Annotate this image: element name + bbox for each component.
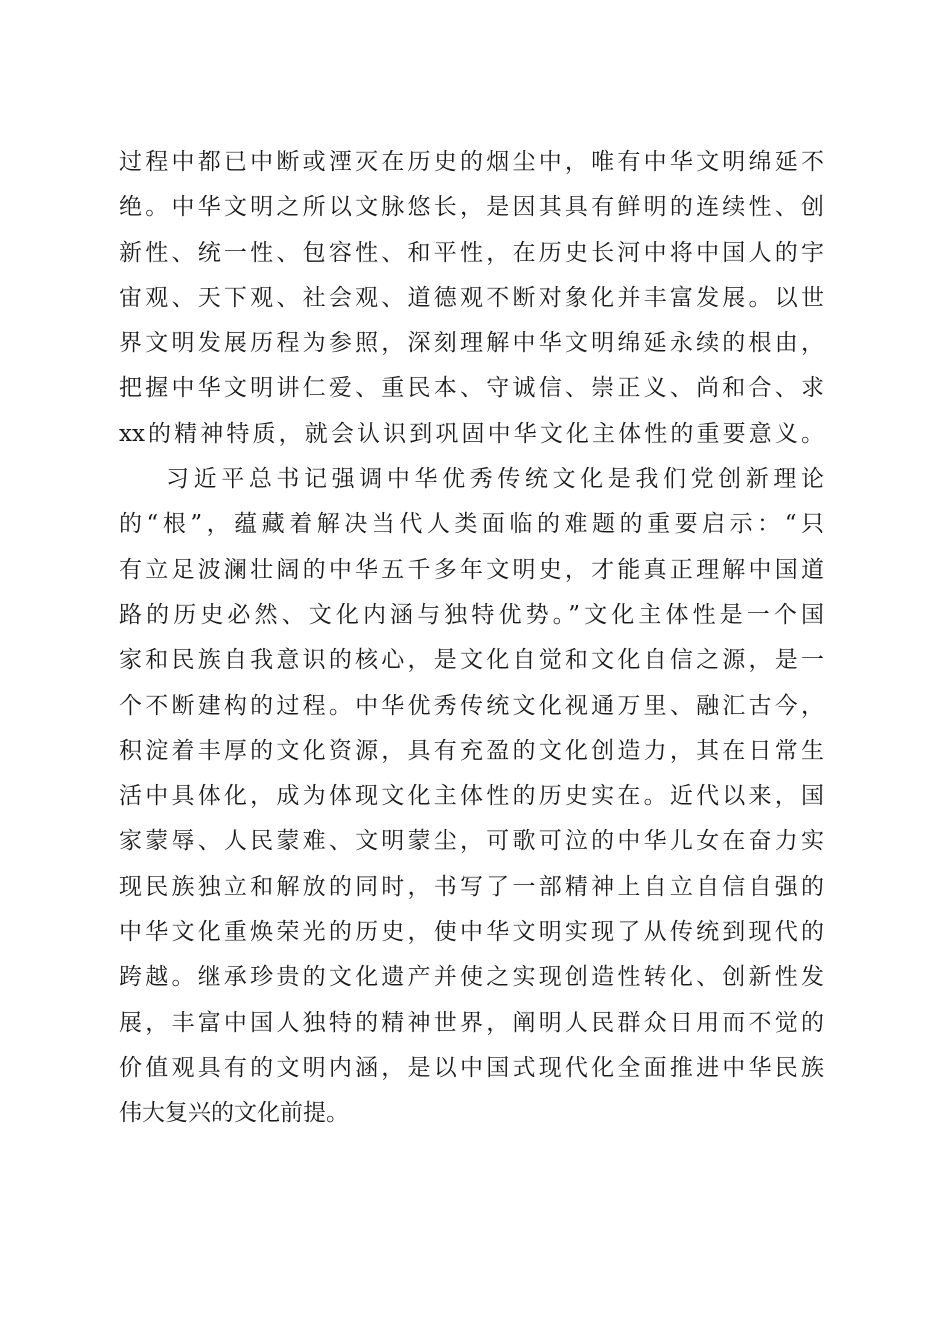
text-line: 展，丰富中国人独特的精神世界，阐明人民群众日用而不觉的 — [119, 1009, 824, 1036]
text-line: 活中具体化，成为体现文化主体性的历史实在。近代以来，国 — [119, 783, 824, 810]
text-line: 习近平总书记强调中华优秀传统文化是我们党创新理论 — [166, 466, 824, 493]
text-line: 的“根”，蕴藏着解决当代人类面临的难题的重要启示：“只 — [119, 511, 824, 538]
text-line: 积淀着丰厚的文化资源，具有充盈的文化创造力，其在日常生 — [119, 737, 824, 764]
text-line: xx的精神特质，就会认识到巩固中华文化主体性的重要意义。 — [119, 420, 824, 447]
text-line: 宙观、天下观、社会观、道德观不断对象化并丰富发展。以世 — [119, 284, 824, 311]
paragraph-2 — [119, 457, 824, 1136]
text-line: 把握中华文明讲仁爱、重民本、守诚信、崇正义、尚和合、求 — [119, 375, 824, 402]
text-line: 过程中都已中断或湮灭在历史的烟尘中，唯有中华文明绵延不 — [119, 149, 824, 175]
document-body — [119, 140, 824, 1137]
text-line: 现民族独立和解放的同时，书写了一部精神上自立自信自强的 — [119, 873, 824, 900]
text-line: 有立足波澜壮阔的中华五千多年文明史，才能真正理解中国道 — [119, 556, 824, 583]
paragraph-1 — [119, 140, 824, 457]
text-line: 价值观具有的文明内涵，是以中国式现代化全面推进中华民族 — [119, 1054, 824, 1081]
text-line: 中华文化重焕荣光的历史，使中华文明实现了从传统到现代的 — [119, 919, 824, 946]
text-line: 家蒙辱、人民蒙难、文明蒙尘，可歌可泣的中华儿女在奋力实 — [119, 828, 824, 855]
text-line: 跨越。继承珍贵的文化遗产并使之实现创造性转化、创新性发 — [119, 964, 824, 991]
text-line: 新性、统一性、包容性、和平性，在历史长河中将中国人的宇 — [119, 239, 824, 266]
text-line: 绝。中华文明之所以文脉悠长，是因其具有鲜明的连续性、创 — [119, 194, 824, 221]
text-line: 界文明发展历程为参照，深刻理解中华文明绵延永续的根由， — [119, 330, 824, 357]
text-line: 伟大复兴的文化前提。 — [119, 1100, 349, 1127]
text-line: 路的历史必然、文化内涵与独特优势。”文化主体性是一个国 — [119, 601, 824, 628]
text-line: 个不断建构的过程。中华优秀传统文化视通万里、融汇古今， — [119, 692, 824, 719]
text-line: 家和民族自我意识的核心，是文化自觉和文化自信之源，是一 — [119, 647, 824, 674]
